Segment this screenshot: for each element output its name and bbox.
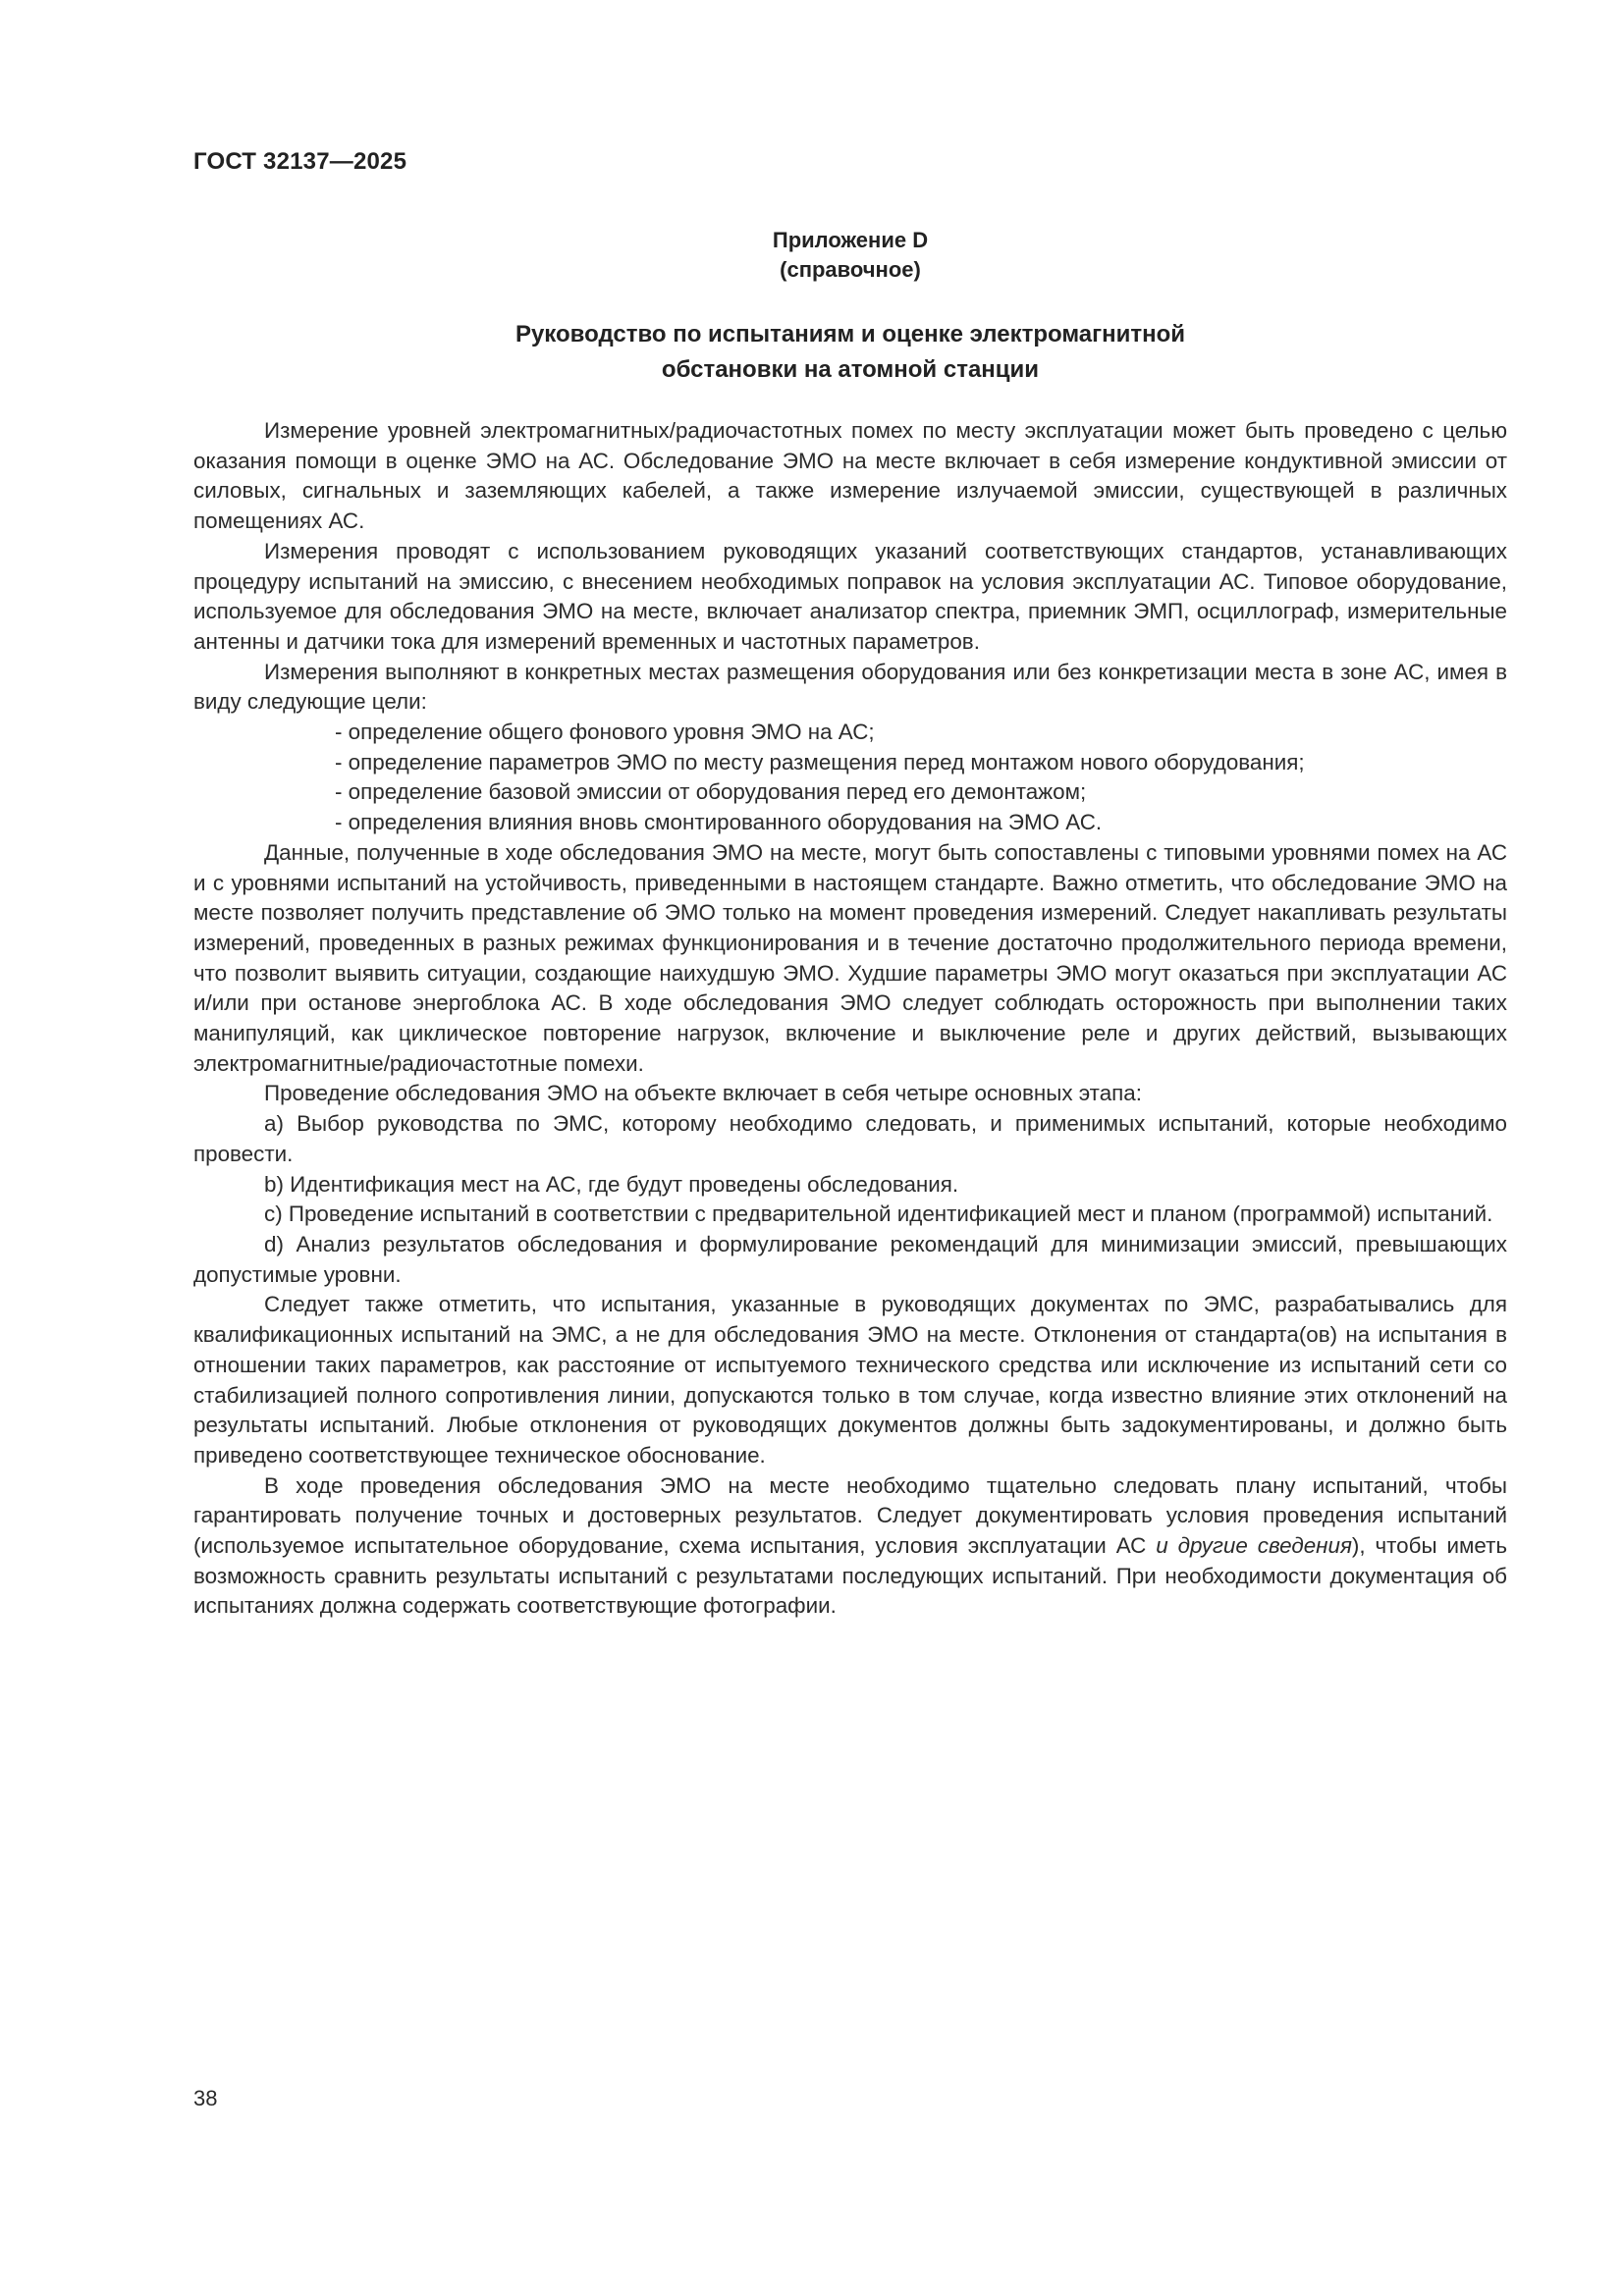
- paragraph-6: Следует также отметить, что испытания, указанные в руководящих документах по ЭМС, разрабатывались для квалификационных испытаний на ЭМС, а не для обследования ЭМО на месте. Отклонения от стандарта(ов) на испытания в отношении таких параметров, как расстояние от испытуемого технического средства или исключение из испытаний сети со стабилизацией полного сопротивления линии, допускаются только в том случае, когда известно влияние этих отклонений на результаты испытаний. Любые отклонения от руководящих документов должны быть задокументированы, и должно быть приведено соответствующее техническое обоснование.: [193, 1292, 1507, 1468]
- appendix-type: (справочное): [780, 257, 921, 282]
- appendix-label: Приложение D: [772, 228, 929, 252]
- stage-item: а) Выбор руководства по ЭМС, которому необходимо следовать, и применимых испытаний, которые необходимо провести.: [193, 1111, 1507, 1166]
- goal-item: - определение параметров ЭМО по месту размещения перед монтажом нового оборудования;: [335, 749, 1305, 774]
- appendix-heading: [193, 226, 1507, 285]
- stage-item: d) Анализ результатов обследования и формулирование рекомендаций для минимизации эмиссий, превышающих допустимые уровни.: [193, 1231, 1507, 1287]
- goal-item: - определения влияния вновь смонтированного оборудования на ЭМО АС.: [335, 810, 1103, 835]
- paragraph-7-start: В ходе проведения обследования ЭМО на месте необходимо тщательно следовать плану испытаний, чтобы гарантировать получение точных и достоверных результатов. Следует документировать условия проведения испытаний (используемое испытательное оборудование, схема испытания, условия эксплуатации АС: [193, 1472, 1507, 1559]
- stages-list: [193, 1109, 1507, 1290]
- title-line-1: Руководство по испытаниям и оценке электромагнитной: [514, 321, 1186, 347]
- body-text: [193, 416, 1507, 1622]
- title-line-2: обстановки на атомной станции: [661, 356, 1040, 383]
- paragraph-7: [193, 1471, 1507, 1623]
- paragraph-3: Измерения выполняют в конкретных местах размещения оборудования или без конкретизации места в зоне АС, имея в виду следующие цели:: [193, 659, 1507, 715]
- document-code: ГОСТ 32137—2025: [193, 148, 407, 175]
- stage-item: b) Идентификация мест на АС, где будут проведены обследования.: [264, 1171, 959, 1197]
- goal-item: - определение общего фонового уровня ЭМО на АС;: [335, 720, 875, 745]
- paragraph-4: Данные, полученные в ходе обследования ЭМО на месте, могут быть сопоставлены с типовыми уровнями помех на АС и с уровнями испытаний на устойчивость, приведенными в настоящем стандарте. Важно отметить, что обследование ЭМО на месте позволяет получить представление об ЭМО только на момент проведения измерений. Следует накапливать результаты измерений, проведенных в разных режимах функционирования и в течение достаточно продолжительного периода времени, что позволит выявить ситуации, создающие наихудшую ЭМО. Худшие параметры ЭМО могут оказаться при эксплуатации АС и/или при останове энергоблока АС. В ходе обследования ЭМО следует соблюдать осторожность при выполнении таких манипуляций, как циклическое повторение нагрузок, включение и выключение реле и других действий, вызывающих электромагнитные/радиочастотные помехи.: [193, 839, 1507, 1076]
- paragraph-5: Проведение обследования ЭМО на объекте включает в себя четыре основных этапа:: [264, 1081, 1142, 1106]
- paragraph-1: Измерение уровней электромагнитных/радиочастотных помех по месту эксплуатации может быть проведено с целью оказания помощи в оценке ЭМО на АС. Обследование ЭМО на месте включает в себя измерение кондуктивной эмиссии от силовых, сигнальных и заземляющих кабелей, а также измерение излучаемой эмиссии, существующей в различных помещениях АС.: [193, 418, 1507, 534]
- goals-list: [193, 718, 1507, 838]
- page-number: 38: [193, 2086, 218, 2110]
- goal-item: - определение базовой эмиссии от оборудования перед его демонтажом;: [335, 779, 1087, 805]
- appendix-title: [193, 317, 1507, 388]
- paragraph-2: Измерения проводят с использованием руководящих указаний соответствующих стандартов, устанавливающих процедуру испытаний на эмиссию, с внесением необходимых поправок на условия эксплуатации АС. Типовое оборудование, используемое для обследования ЭМО на месте, включает анализатор спектра, приемник ЭМП, осциллограф, измерительные антенны и датчики тока для измерений временных и частотных параметров.: [193, 538, 1507, 654]
- paragraph-7-end: ), чтобы иметь возможность сравнить результаты испытаний с результатами последующих испытаний. При необходимости документация об испытаниях должна содержать соответствующие фотографии.: [193, 1533, 1507, 1619]
- stage-item: c) Проведение испытаний в соответствии с предварительной идентификацией мест и планом (программой) испытаний.: [264, 1201, 1493, 1227]
- paragraph-7-italic: и другие сведения: [1156, 1533, 1352, 1559]
